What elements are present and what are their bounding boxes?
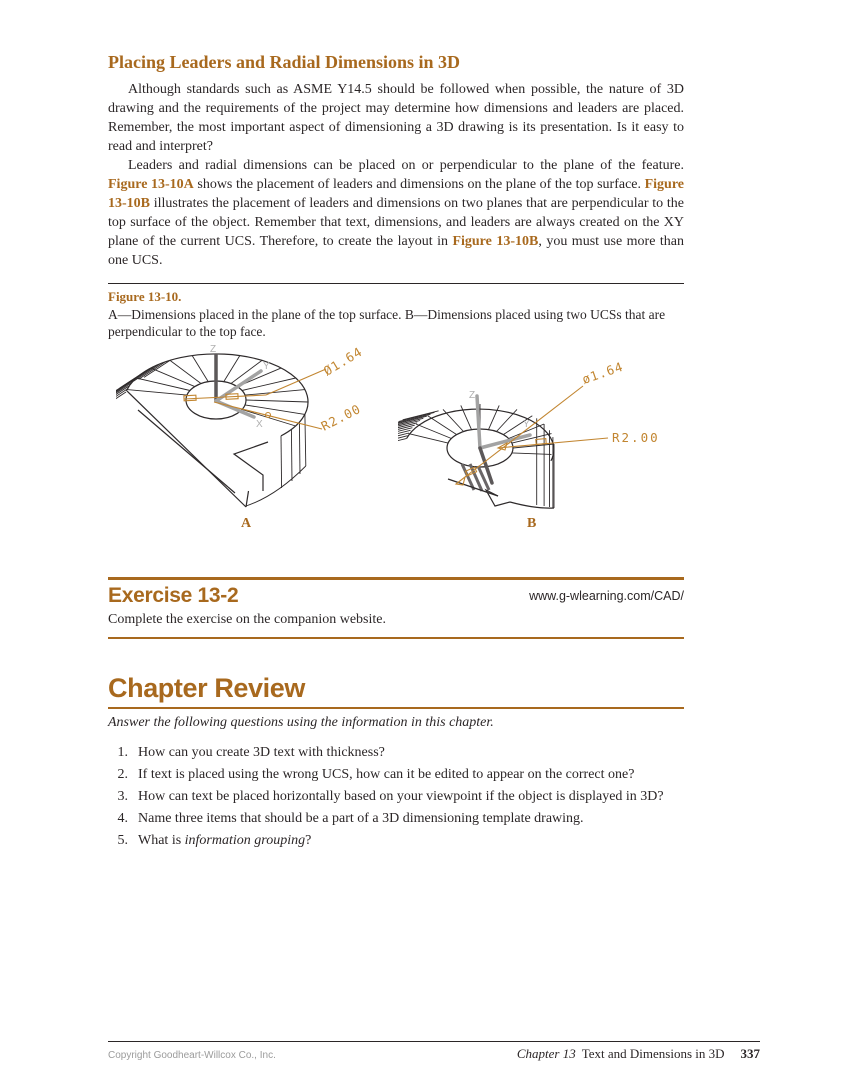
question-number: 2.	[117, 767, 128, 782]
left-face-hatch-b	[398, 411, 439, 448]
question-number: 1.	[117, 745, 128, 760]
figure-canvas	[108, 344, 684, 544]
question-text-italic: information grouping	[184, 833, 306, 848]
question-text: How can you create 3D text with thickness?	[138, 745, 385, 760]
y-axis-label-b: Y	[523, 419, 530, 430]
exercise-url: www.g-wlearning.com/CAD/	[529, 589, 684, 603]
copyright-notice: Copyright Goodheart-Willcox Co., Inc.	[108, 1050, 276, 1061]
question-3	[108, 786, 684, 808]
y-axis-label-a: Y	[263, 361, 270, 372]
question-2	[108, 764, 684, 786]
diameter-text-a: Ø1.64	[320, 344, 366, 379]
figure-ref-13-10b: Figure 13-10B	[452, 234, 539, 249]
figure-13-10	[108, 283, 684, 544]
exercise-description: Complete the exercise on the companion website.	[108, 612, 386, 627]
page-footer	[108, 1041, 760, 1062]
diameter-dimension-b	[456, 359, 625, 485]
page-number: 337	[740, 1046, 760, 1061]
chapter-number: Chapter 13	[516, 1046, 576, 1061]
question-text	[138, 830, 684, 852]
question-text-part: ?	[305, 833, 312, 848]
paragraph-2-text: , you must use more than one UCS.	[108, 234, 685, 268]
question-5	[108, 830, 684, 852]
notch-edge-a	[234, 442, 268, 491]
chapter-review-title: Chapter Review	[108, 673, 684, 709]
chapter-review	[108, 673, 684, 852]
figure-ref-13-10a: Figure 13-10A	[108, 177, 194, 192]
radius-text-a: R2.00	[318, 400, 364, 434]
figure-caption: A—Dimensions placed in the plane of the top surface. B—Dimensions placed using two UCSs that are perpendicular to the top face.	[108, 307, 666, 339]
radius-dimension-a	[214, 401, 363, 434]
paragraph-2-text: Leaders and radial dimensions can be placed on or perpendicular to the plane of the feature.	[128, 158, 684, 173]
z-axis-label-b: Z	[469, 390, 476, 401]
subfigure-label-b: B	[527, 516, 537, 531]
figure-ref-13-10b: Figure 13-10B	[108, 177, 685, 211]
z-axis-b	[477, 396, 480, 448]
page-content	[108, 0, 684, 852]
question-text-part: What is	[138, 833, 185, 848]
question-text: If text is placed using the wrong UCS, how can it be edited to appear on the correct one?	[138, 767, 635, 782]
exercise-title: Exercise 13-2	[108, 584, 239, 607]
x-axis-label-a: X	[256, 419, 263, 430]
section-heading: Placing Leaders and Radial Dimensions in 3D	[108, 52, 461, 72]
question-number: 3.	[117, 789, 128, 804]
radius-text-b: R2.00	[612, 430, 660, 445]
paragraph-2-text: shows the placement of leaders and dimensions on the plane of the top surface.	[193, 177, 645, 192]
exercise-13-2	[108, 577, 684, 639]
question-number: 5.	[117, 833, 128, 848]
figure-label: Figure 13-10.	[108, 289, 182, 304]
exercise-header	[108, 584, 684, 608]
question-text: How can text be placed horizontally based on your viewpoint if the object is displayed in 3D?	[138, 789, 664, 804]
subfigure-label-a: A	[241, 516, 252, 531]
paragraph-2-text: illustrates the placement of leaders and dimensions on two planes that are perpendicular to the top surface of the object. Remember that text, dimensions, and leaders are always created on the XY plane of the current UCS. Therefore, to create the layout in	[108, 196, 684, 249]
wireframe-drawing-b	[398, 344, 698, 544]
paragraph-2	[108, 156, 684, 270]
question-list	[108, 742, 684, 852]
wireframe-drawing-a	[116, 344, 401, 544]
paragraph-1: Although standards such as ASME Y14.5 should be followed when possible, the nature of 3D drawing and the requirements of the project may determine how dimensions and leaders are placed. Remember, the most important aspect of dimensioning a 3D drawing is its presentation. Is it easy to read and interpret?	[108, 82, 684, 154]
footer-chapter-info	[517, 1046, 760, 1062]
right-wall-a	[246, 414, 306, 506]
review-instruction: Answer the following questions using the information in this chapter.	[108, 715, 494, 730]
z-axis-label-a: Z	[210, 344, 217, 355]
question-4	[108, 808, 684, 830]
chapter-title: Text and Dimensions in 3D	[581, 1046, 725, 1061]
question-1	[108, 742, 684, 764]
left-face-hatch-a	[116, 360, 170, 409]
diameter-text-b: ø1.64	[580, 358, 626, 387]
question-text: Name three items that should be a part of a 3D dimensioning template drawing.	[138, 811, 584, 826]
question-number: 4.	[117, 811, 128, 826]
